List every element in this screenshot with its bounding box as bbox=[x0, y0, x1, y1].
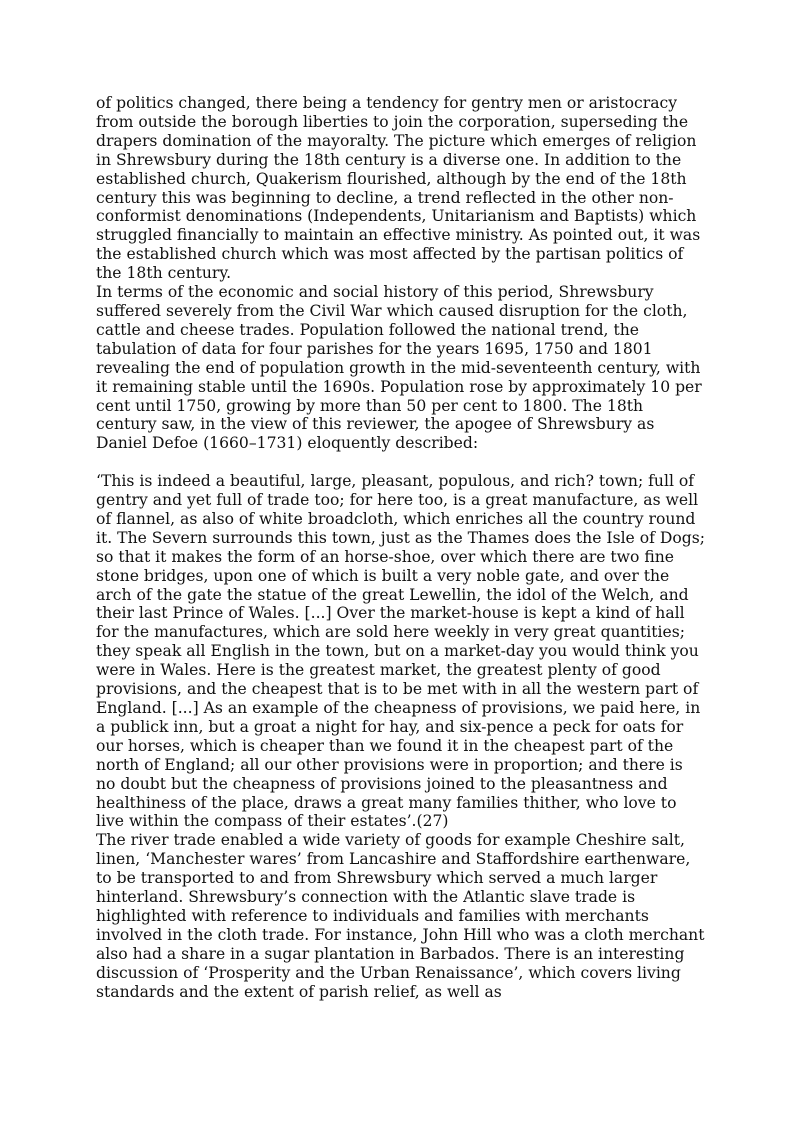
paragraph-economic-history: In terms of the economic and social history of this period, Shrewsbury suffered severely from the Civil War which caused disruption for the cloth, cattle and cheese trades. Population followed the national trend, the tabulation of data for four parishes for the years 1695, 1750 and 1801 revealing the end of population growth in the mid-seventeenth century, with it remaining stable until the 1690s. Population rose by approximately 10 per cent until 1750, growing by more than 50 per cent to 1800. The 18th century saw, in the view of this reviewer, the apogee of Shrewsbury as Daniel Defoe (1660–1731) eloquently described: bbox=[96, 283, 702, 453]
paragraph-river-trade: The river trade enabled a wide variety of goods for example Cheshire salt, linen, ‘Manchester wares’ from Lancashire and Staffordshire earthenware, to be transported to and from Shrewsbury which served a much larger hinterland. Shrewsbury’s connection with the Atlantic slave trade is highlighted with reference to individuals and families with merchants involved in the cloth trade. For instance, John Hill who was a cloth merchant also had a share in a sugar plantation in Barbados. There is an interesting discussion of ‘Prosperity and the Urban Renaissance’, which covers living standards and the extent of parish relief, as well as bbox=[96, 831, 705, 1001]
paragraph-defoe-quote: ‘This is indeed a beautiful, large, pleasant, populous, and rich? town; full of gentry and yet full of trade too; for here too, is a great manufacture, as well of flannel, as also of white broadcloth, which enriches all the country round it. The Severn surrounds this town, just as the Thames does the Isle of Dogs; so that it makes the form of an horse-shoe, over which there are two fine stone bridges, upon one of which is built a very noble gate, and over the arch of the gate the statue of the great Lewellin, the idol of the Welch, and their last Prince of Wales. [...] Over the market-house is kept a kind of hall for the manufactures, which are sold here weekly in very great quantities; they speak all English in the town, but on a market-day you would think you were in Wales. Here is the greatest market, the greatest plenty of good provisions, and the cheapest that is to be met with in all the western part of England. [...] As an example of the cheapness of provisions, we paid here, in a publick inn, but a groat a night for hay, and six-pence a peck for oats for our horses, which is cheaper than we found it in the cheapest part of the north of England; all our other provisions were in proportion; and there is no doubt but the cheapness of provisions joined to the pleasantness and healthiness of the place, draws a great many families thither, who love to live within the compass of their estates’.(27) bbox=[96, 472, 705, 831]
document-body bbox=[96, 94, 706, 1001]
paragraph-politics-religion: of politics changed, there being a tendency for gentry men or aristocracy from outside the borough liberties to join the corporation, superseding the drapers domination of the mayoralty. The picture which emerges of religion in Shrewsbury during the 18th century is a diverse one. In addition to the established church, Quakerism flourished, although by the end of the 18th century this was beginning to decline, a trend reflected in the other non-conformist denominations (Independents, Unitarianism and Baptists) which struggled financially to maintain an effective ministry. As pointed out, it was the established church which was most affected by the partisan politics of the 18th century. bbox=[96, 94, 701, 283]
